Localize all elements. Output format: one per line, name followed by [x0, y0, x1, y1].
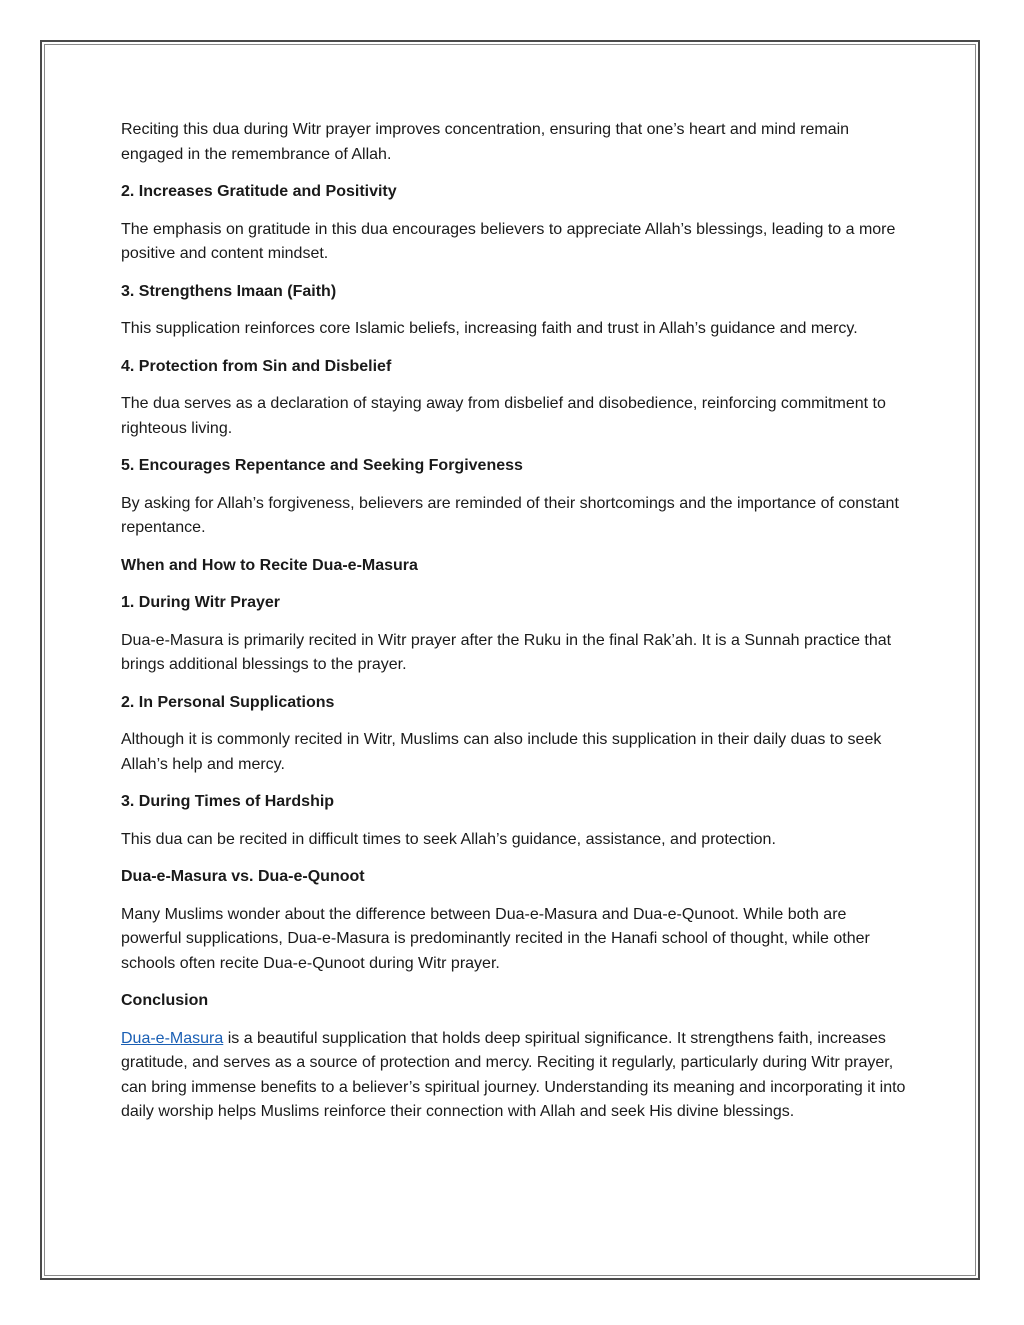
paragraph-gratitude: The emphasis on gratitude in this dua encourages believers to appreciate Allah’s blessings, leading to a more positive and content mindset. [121, 220, 896, 262]
heading-hardship: 3. During Times of Hardship [121, 793, 335, 810]
conclusion-text: is a beautiful supplication that holds deep spiritual significance. It strengthens faith, increases gratitude, and serves as a source of protection and mercy. Reciting it regularly, particularly during Witr prayer, can bring immense benefits to a believer’s spiritual journey. Understanding its meaning and incorporating it into daily worship helps Muslims reinforce their connection with Allah and seek His divine blessings. [121, 1029, 906, 1120]
paragraph-concentration: Reciting this dua during Witr prayer improves concentration, ensuring that one’s heart and mind remain engaged in the remembrance of Allah. [121, 121, 850, 163]
heading-witr-prayer: 1. During Witr Prayer [121, 594, 281, 611]
heading-gratitude: 2. Increases Gratitude and Positivity [121, 183, 397, 200]
heading-when-how: When and How to Recite Dua-e-Masura [121, 556, 418, 574]
heading-repentance: 5. Encourages Repentance and Seeking Forgiveness [121, 457, 523, 474]
heading-imaan: 3. Strengthens Imaan (Faith) [121, 282, 337, 300]
heading-conclusion: Conclusion [121, 992, 209, 1009]
heading-protection: 4. Protection from Sin and Disbelief [121, 357, 392, 375]
paragraph-imaan: This supplication reinforces core Islamic beliefs, increasing faith and trust in Allah’s guidance and mercy. [121, 320, 858, 337]
paragraph-protection: The dua serves as a declaration of staying away from disbelief and disobedience, reinforcing commitment to righteous living. [121, 395, 886, 437]
dua-e-masura-link[interactable]: Dua-e-Masura [121, 1029, 224, 1047]
document-body [121, 118, 911, 1138]
heading-masura-vs-qunoot: Dua-e-Masura vs. Dua-e-Qunoot [121, 868, 365, 885]
paragraph-witr-prayer: Dua-e-Masura is primarily recited in Witr prayer after the Ruku in the final Rak’ah. It is a Sunnah practice that brings additional blessings to the prayer. [121, 631, 892, 673]
paragraph-hardship: This dua can be recited in difficult times to seek Allah’s guidance, assistance, and protection. [121, 830, 776, 848]
paragraph-conclusion [121, 1027, 911, 1125]
heading-personal-supplications: 2. In Personal Supplications [121, 693, 335, 711]
paragraph-personal-supplications: Although it is commonly recited in Witr, Muslims can also include this supplication in their daily duas to seek Allah’s help and mercy. [121, 731, 882, 773]
paragraph-masura-vs-qunoot: Many Muslims wonder about the difference between Dua-e-Masura and Dua-e-Qunoot. While both are powerful supplications, Dua-e-Masura is predominantly recited in the Hanafi school of thought, while other schools often recite Dua-e-Qunoot during Witr prayer. [121, 905, 870, 972]
paragraph-repentance: By asking for Allah’s forgiveness, believers are reminded of their shortcomings and the importance of constant repentance. [121, 494, 899, 536]
